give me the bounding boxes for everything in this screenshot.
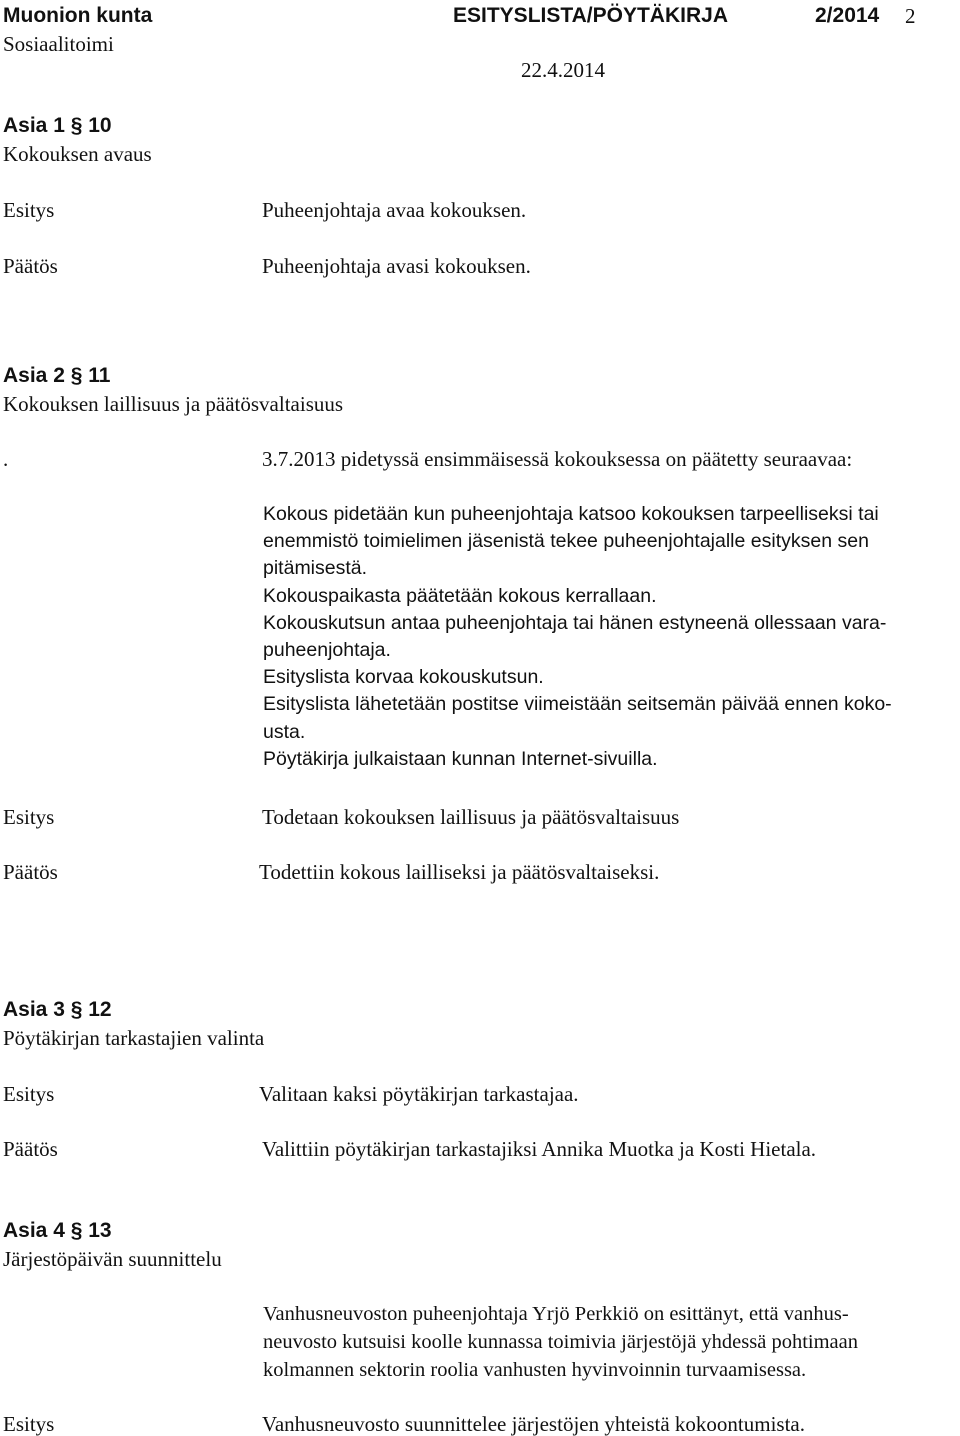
item-2-body-line: usta. bbox=[263, 720, 306, 743]
document-type: ESITYSLISTA/PÖYTÄKIRJA bbox=[453, 4, 728, 27]
item-2-body-line: Pöytäkirja julkaistaan kunnan Internet-sivuilla. bbox=[263, 747, 658, 770]
item-1-heading: Asia 1 § 10 bbox=[3, 114, 112, 137]
item-2-proposal-label: Esitys bbox=[3, 805, 55, 829]
item-2-body-line: pitämisestä. bbox=[263, 557, 368, 580]
item-1-proposal: Puheenjohtaja avaa kokouksen. bbox=[262, 198, 527, 222]
item-2-body-line: Kokous pidetään kun puheenjohtaja katsoo kokouksen tarpeelliseksi tai bbox=[263, 503, 879, 525]
item-2-body-line: enemmistö toimielimen jäsenistä tekee puheenjohtajalle esityksen sen bbox=[263, 530, 869, 553]
item-2-proposal: Todetaan kokouksen laillisuus ja päätösvaltaisuus bbox=[262, 805, 680, 829]
item-3-proposal: Valitaan kaksi pöytäkirjan tarkastajaa. bbox=[259, 1082, 579, 1106]
item-2-rules-paragraph bbox=[263, 501, 958, 773]
item-2-heading: Asia 2 § 11 bbox=[3, 364, 111, 387]
item-2-intro: 3.7.2013 pidetyssä ensimmäisessä kokouksessa on päätetty seuraavaa: bbox=[262, 447, 853, 471]
item-3-decision: Valittiin pöytäkirjan tarkastajiksi Annika Muotka ja Kosti Hietala. bbox=[262, 1137, 817, 1161]
item-4-body-paragraph bbox=[263, 1300, 960, 1384]
item-2-intro-dot: . bbox=[3, 447, 9, 471]
item-2-body-line: puheenjohtaja. bbox=[263, 639, 391, 662]
item-4-title: Järjestöpäivän suunnittelu bbox=[3, 1247, 222, 1271]
item-2-body-line: Esityslista lähetetään postitse viimeistään seitsemän päivää ennen koko- bbox=[263, 693, 892, 716]
item-4-body-line: neuvosto kutsuisi koolle kunnassa toimivia järjestöjä yhdessä pohtimaan bbox=[263, 1331, 858, 1353]
department-name: Sosiaalitoimi bbox=[3, 32, 114, 56]
item-3-heading: Asia 3 § 12 bbox=[3, 998, 112, 1021]
item-4-body-line: kolmannen sektorin roolia vanhusten hyvinvoinnin turvaamisessa. bbox=[263, 1359, 807, 1381]
item-2-body-line: Esityslista korvaa kokouskutsun. bbox=[263, 666, 544, 689]
item-2-title: Kokouksen laillisuus ja päätösvaltaisuus bbox=[3, 392, 344, 416]
item-2-decision: Todettiin kokous lailliseksi ja päätösvaltaiseksi. bbox=[259, 860, 660, 884]
item-3-proposal-label: Esitys bbox=[3, 1082, 55, 1106]
item-3-title: Pöytäkirjan tarkastajien valinta bbox=[3, 1026, 265, 1050]
meeting-date: 22.4.2014 bbox=[521, 58, 605, 82]
item-2-decision-label: Päätös bbox=[3, 860, 58, 884]
item-4-proposal-label: Esitys bbox=[3, 1412, 55, 1436]
item-2-body-line: Kokouspaikasta päätetään kokous kerrallaan. bbox=[263, 584, 657, 607]
page-number: 2 bbox=[905, 4, 916, 28]
item-4-proposal: Vanhusneuvosto suunnittelee järjestöjen yhteistä kokoontumista. bbox=[262, 1412, 805, 1436]
item-2-body-line: Kokouskutsun antaa puheenjohtaja tai hänen estyneenä ollessaan vara- bbox=[263, 611, 887, 634]
item-3-decision-label: Päätös bbox=[3, 1137, 58, 1161]
organization-name: Muonion kunta bbox=[3, 4, 153, 27]
item-1-title: Kokouksen avaus bbox=[3, 142, 152, 166]
item-1-decision: Puheenjohtaja avasi kokouksen. bbox=[262, 254, 531, 278]
item-1-proposal-label: Esitys bbox=[3, 198, 55, 222]
item-4-heading: Asia 4 § 13 bbox=[3, 1219, 112, 1242]
item-4-body-line: Vanhusneuvoston puheenjohtaja Yrjö Perkkiö on esittänyt, että vanhus- bbox=[263, 1303, 849, 1325]
document-number: 2/2014 bbox=[815, 4, 880, 27]
item-1-decision-label: Päätös bbox=[3, 254, 58, 278]
